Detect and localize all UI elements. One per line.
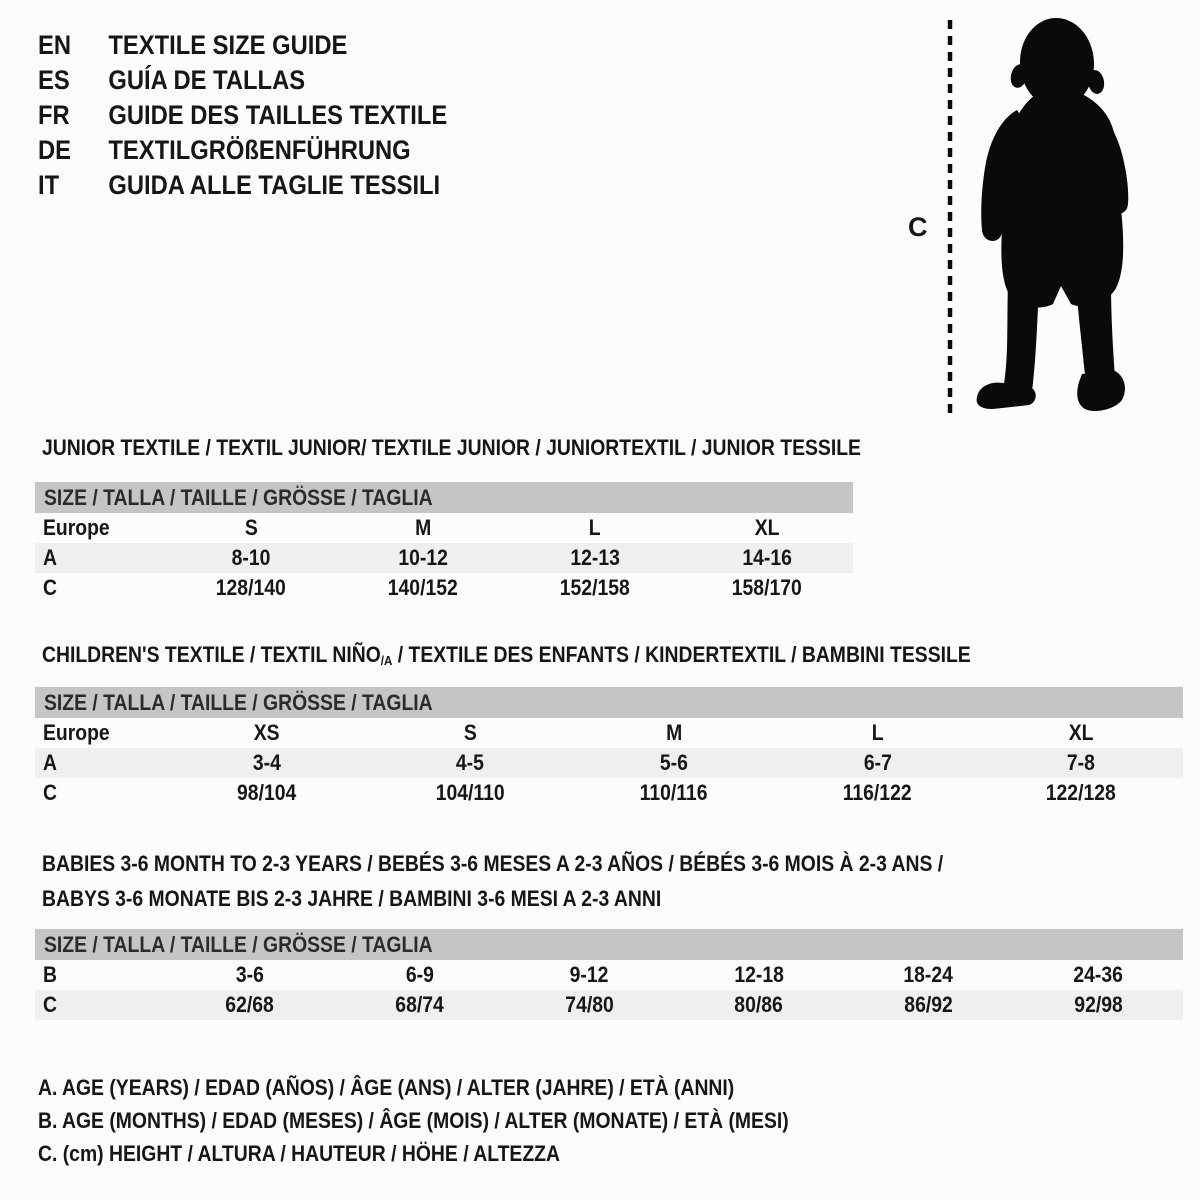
lang-code: DE <box>38 135 72 165</box>
size-table-junior <box>35 482 853 603</box>
size-table-children <box>35 687 1183 808</box>
size-cell: 8-10 <box>231 545 271 570</box>
lang-title: TEXTILGRÖßENFÜHRUNG <box>108 135 411 165</box>
babies-title-line2: BABYS 3-6 MONATE BIS 2-3 JAHRE / BAMBINI 3-6 MESI A 2-3 ANNI <box>42 886 662 911</box>
size-cell: 86/92 <box>904 992 953 1017</box>
size-cell: XS <box>253 720 280 745</box>
size-cell: 128/140 <box>216 575 286 600</box>
table-row <box>35 960 1183 990</box>
lang-title: GUIDE DES TAILLES TEXTILE <box>108 100 448 130</box>
size-cell: 110/116 <box>640 780 708 805</box>
table-row <box>35 718 1183 748</box>
lang-title: GUÍA DE TALLAS <box>108 65 306 95</box>
table-row <box>35 543 853 573</box>
lang-row-en <box>38 28 447 63</box>
size-cell: 92/98 <box>1073 992 1123 1017</box>
table-row <box>35 513 853 543</box>
size-cell: S <box>463 720 477 745</box>
lang-code: ES <box>38 65 70 95</box>
size-cell: 12-18 <box>734 962 784 987</box>
section-title-babies <box>42 846 943 916</box>
size-cell: 7-8 <box>1067 750 1096 775</box>
size-cell: 98/104 <box>237 780 297 805</box>
size-header-bar: SIZE / TALLA / TAILLE / GRÖSSE / TAGLIA <box>35 687 1183 718</box>
size-cell: 12-13 <box>570 545 620 570</box>
row-label: B <box>43 962 57 987</box>
size-table-babies <box>35 929 1183 1020</box>
size-cell: 4-5 <box>456 750 485 775</box>
size-cell: 158/170 <box>732 575 802 600</box>
table-row <box>35 990 1183 1020</box>
size-cell: XL <box>754 515 780 540</box>
size-cell: 122/128 <box>1046 780 1117 805</box>
size-header-bar: SIZE / TALLA / TAILLE / GRÖSSE / TAGLIA <box>35 482 853 513</box>
size-cell: 152/158 <box>560 575 630 600</box>
table-row <box>35 748 1183 778</box>
title-subscript: /A <box>380 652 393 668</box>
size-cell: 104/110 <box>435 780 505 805</box>
size-cell: 6-9 <box>405 962 434 987</box>
row-label: C <box>43 780 57 805</box>
size-cell: S <box>244 515 258 540</box>
size-cell: 116/122 <box>843 780 913 805</box>
size-cell: 3-4 <box>252 750 281 775</box>
size-cell: 9-12 <box>569 962 609 987</box>
size-cell: 14-16 <box>742 545 792 570</box>
size-header-bar: SIZE / TALLA / TAILLE / GRÖSSE / TAGLIA <box>35 929 1183 960</box>
lang-code: EN <box>38 30 72 60</box>
table-row <box>35 573 853 603</box>
size-cell: 24-36 <box>1073 962 1123 987</box>
row-label: Europe <box>43 515 110 540</box>
lang-code: FR <box>38 100 70 130</box>
lang-title: TEXTILE SIZE GUIDE <box>108 30 348 60</box>
row-label: A <box>43 545 57 570</box>
figure-height-label: C <box>908 212 928 242</box>
size-cell: 5-6 <box>659 750 688 775</box>
lang-row-de <box>38 133 447 168</box>
size-cell: 10-12 <box>398 545 448 570</box>
size-cell: 62/68 <box>225 992 275 1017</box>
size-cell: XL <box>1068 720 1094 745</box>
size-cell: L <box>589 515 601 540</box>
section-title-children: CHILDREN'S TEXTILE / TEXTIL $NIÑO_{/A}$ / TEXTILE DES ENFANTS / KINDERTEXTIL / BAMBINI TESSILE <box>42 642 971 668</box>
language-title-list <box>38 28 447 203</box>
toddler-silhouette <box>977 16 1129 411</box>
size-cell: 80/86 <box>734 992 784 1017</box>
size-cell: 18-24 <box>903 962 954 987</box>
babies-title-line1: BABIES 3-6 MONTH TO 2-3 YEARS / BEBÉS 3-6 MESES A 2-3 AÑOS / BÉBÉS 3-6 MOIS À 2-3 ANS / <box>42 851 944 876</box>
size-cell: M <box>414 515 432 540</box>
row-label: C <box>43 575 57 600</box>
section-title-junior: JUNIOR TEXTILE / TEXTIL JUNIOR/ TEXTILE JUNIOR / JUNIORTEXTIL / JUNIOR TESSILE <box>42 435 861 460</box>
lang-row-fr <box>38 98 447 133</box>
lang-row-it <box>38 168 447 203</box>
legend <box>38 1071 789 1170</box>
size-cell: M <box>665 720 683 745</box>
lang-code: IT <box>38 170 60 200</box>
legend-line-a: A. AGE (YEARS) / EDAD (AÑOS) / ÂGE (ANS) / ALTER (JAHRE) / ETÀ (ANNI) <box>38 1075 735 1100</box>
legend-line-b: B. AGE (MONTHS) / EDAD (MESES) / ÂGE (MOIS) / ALTER (MONATE) / ETÀ (MESI) <box>38 1108 789 1133</box>
lang-title: GUIDA ALLE TAGLIE TESSILI <box>108 170 441 200</box>
size-figure <box>915 14 1150 419</box>
size-cell: 140/152 <box>388 575 458 600</box>
size-cell: 74/80 <box>564 992 614 1017</box>
row-label: A <box>43 750 57 775</box>
size-cell: 3-6 <box>235 962 264 987</box>
size-cell: 6-7 <box>863 750 892 775</box>
lang-row-es <box>38 63 447 98</box>
size-cell: L <box>871 720 884 745</box>
size-cell: 68/74 <box>395 992 444 1017</box>
row-label: Europe <box>43 720 110 745</box>
legend-line-c: C. (cm) HEIGHT / ALTURA / HAUTEUR / HÖHE / ALTEZZA <box>38 1141 560 1166</box>
row-label: C <box>43 992 57 1017</box>
table-row <box>35 778 1183 808</box>
